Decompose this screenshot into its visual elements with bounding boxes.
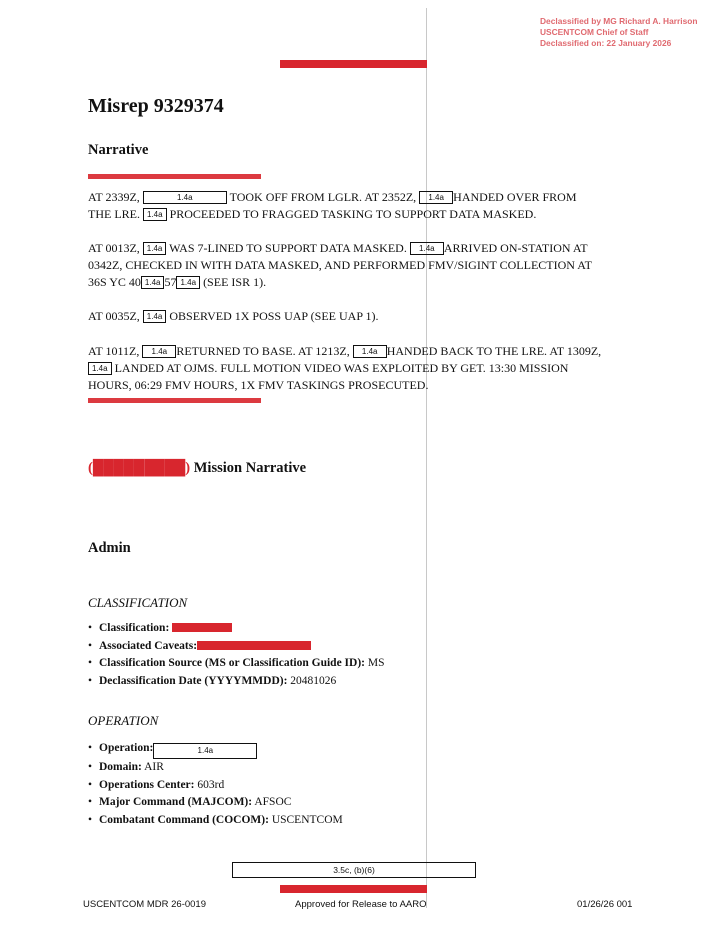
list-item: • Declassification Date (YYYYMMDD): 20481026 xyxy=(88,673,428,691)
list-item: • Classification Source (MS or Classification Guide ID): MS xyxy=(88,655,428,673)
admin-heading: Admin xyxy=(88,540,131,556)
footer-center: Approved for Release to AARO xyxy=(295,899,427,910)
exemption-box: 1.4a xyxy=(143,310,167,323)
narrative-paragraph-1: AT 2339Z, 1.4a TOOK OFF FROM LGLR. AT 2352Z, 1.4a HANDED OVER FROM THE LRE. 1.4a PROCEEDED TO FRAGGED TASKING TO SUPPORT DATA MASKED. xyxy=(88,190,577,221)
stamp-line-3: Declassified on: 22 January 2026 xyxy=(540,38,672,48)
list-item: • Operation: 1.4a xyxy=(88,740,428,759)
list-item: • Combatant Command (COCOM): USCENTCOM xyxy=(88,812,428,830)
classification-list xyxy=(88,620,428,690)
redaction-bar xyxy=(197,641,311,650)
footer-left: USCENTCOM MDR 26-0019 xyxy=(83,899,206,910)
exemption-box: 1.4a xyxy=(142,345,176,358)
footer-right: 01/26/26 001 xyxy=(577,899,633,910)
redacted-text: (█████████) xyxy=(88,460,191,476)
exemption-box: 1.4a xyxy=(176,276,200,289)
stamp-line-1: Declassified by MG Richard A. Harrison xyxy=(540,16,698,26)
classification-heading: CLASSIFICATION xyxy=(88,595,188,610)
narrative-paragraph-2: AT 0013Z, 1.4a WAS 7-LINED TO SUPPORT DATA MASKED. 1.4a ARRIVED ON-STATION AT 0342Z, CHECKED IN WITH DATA MASKED, AND PERFORMED FMV/SIGINT COLLECTION AT 36S YC 40 1.4a 57 1.4a (SEE ISR 1). xyxy=(88,241,592,289)
page-title: Misrep 9329374 xyxy=(88,95,224,117)
bottom-exemption-box: 3.5c, (b)(6) xyxy=(232,862,476,878)
exemption-box: 1.4a xyxy=(143,242,167,255)
list-item: • Associated Caveats: xyxy=(88,638,428,656)
redaction-bar-header xyxy=(280,60,427,68)
exemption-box: 1.4a xyxy=(143,191,227,204)
list-item: • Classification: xyxy=(88,620,428,638)
exemption-box: 1.4a xyxy=(410,242,444,255)
redaction-bar-footer xyxy=(280,885,427,893)
redaction-bar-narrative-top xyxy=(88,174,261,179)
exemption-box: 1.4a xyxy=(153,743,257,759)
exemption-box: 1.4a xyxy=(141,276,165,289)
exemption-box: 1.4a xyxy=(353,345,387,358)
narrative-heading: Narrative xyxy=(88,142,149,158)
redaction-bar xyxy=(172,623,232,632)
exemption-box: 1.4a xyxy=(143,208,167,221)
mission-narrative-heading: (█████████) Mission Narrative xyxy=(88,460,307,476)
narrative-paragraph-3: AT 0035Z, 1.4a OBSERVED 1X POSS UAP (SEE UAP 1). xyxy=(88,309,379,323)
narrative-paragraph-4: AT 1011Z, 1.4a RETURNED TO BASE. AT 1213Z, 1.4a HANDED BACK TO THE LRE. AT 1309Z, 1.4a LANDED AT OJMS. FULL MOTION VIDEO WAS EXPLOITED BY GET. 13:30 MISSION HOURS, 06:29 FMV HOURS, 1X FMV TASKINGS PROSECUTED. xyxy=(88,344,602,392)
stamp-line-2: USCENTCOM Chief of Staff xyxy=(540,27,649,37)
list-item: • Major Command (MAJCOM): AFSOC xyxy=(88,794,428,812)
declassification-stamp xyxy=(540,16,697,49)
redaction-bar-narrative-bottom xyxy=(88,398,261,403)
list-item: • Domain: AIR xyxy=(88,759,428,777)
operation-heading: OPERATION xyxy=(88,713,159,728)
exemption-box: 1.4a xyxy=(88,362,112,375)
exemption-box: 1.4a xyxy=(419,191,453,204)
list-item: • Operations Center: 603rd xyxy=(88,777,428,795)
operation-list xyxy=(88,740,428,829)
